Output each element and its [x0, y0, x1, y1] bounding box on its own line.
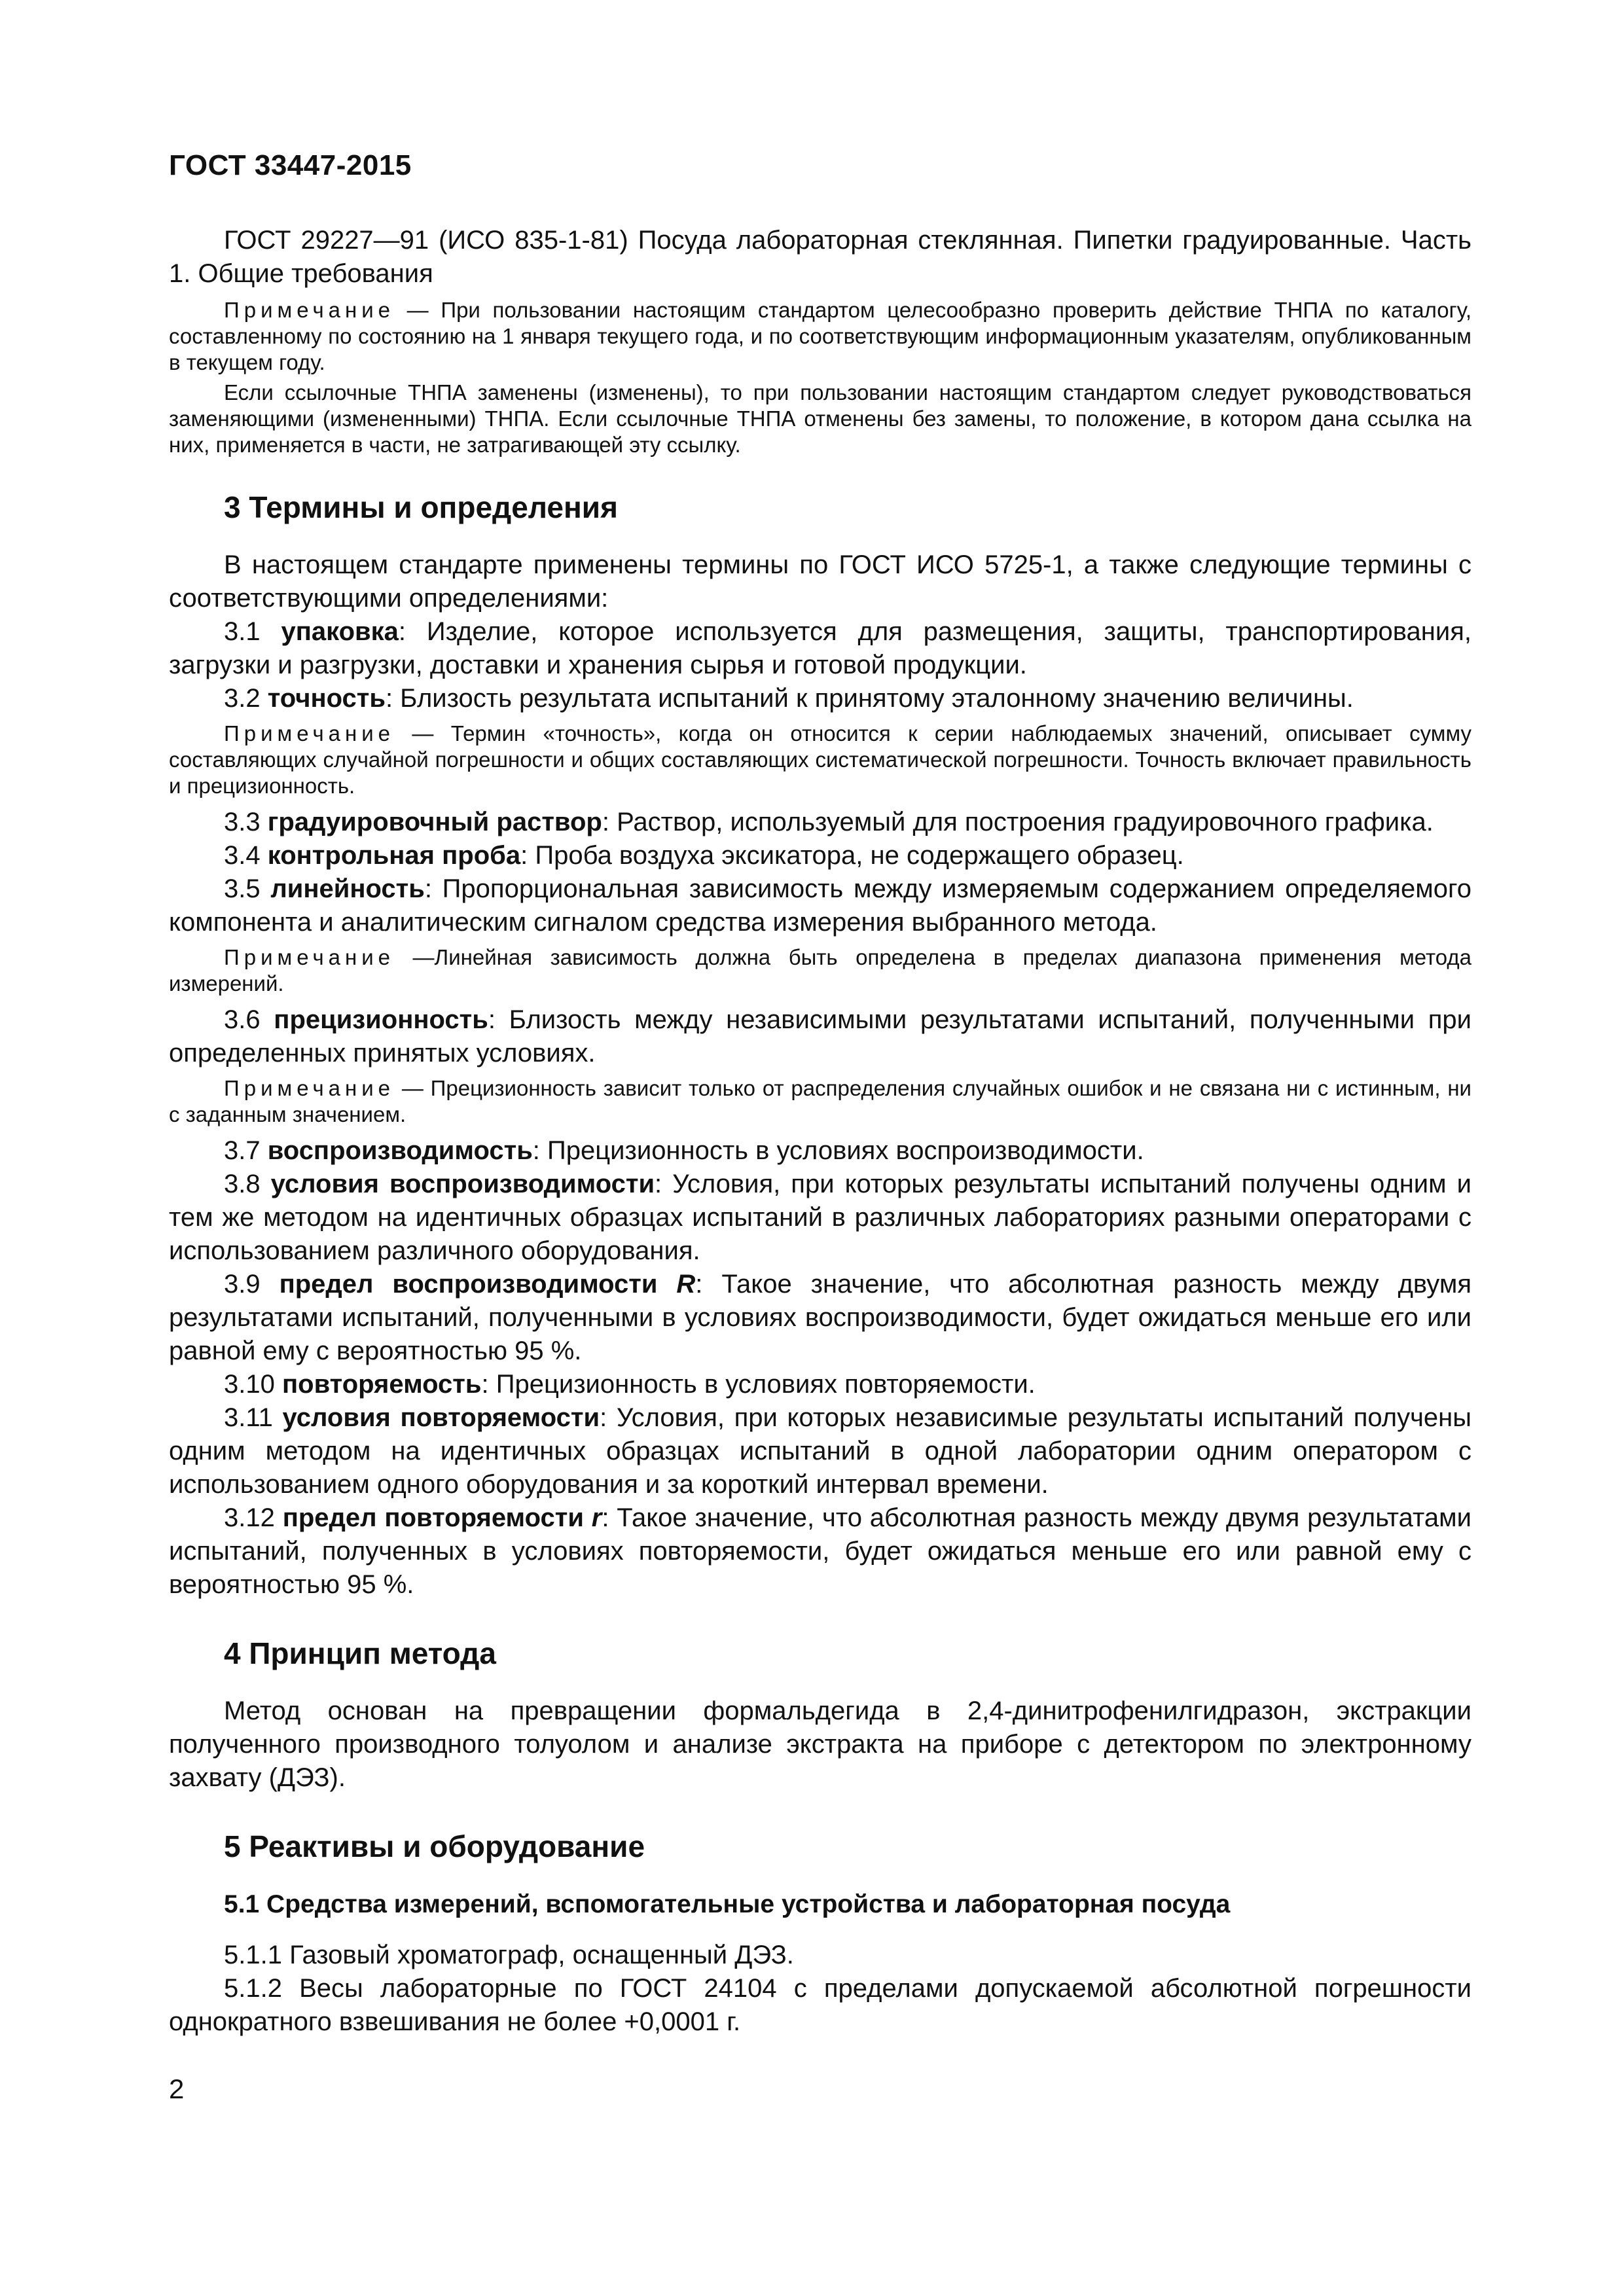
term-definition: : Проба воздуха эксикатора, не содержащего образец. [520, 841, 1184, 870]
term-3-6 [169, 1003, 1471, 1070]
note-3-6 [169, 1075, 1471, 1128]
term-definition: : Прецизионность в условиях воспроизводимости. [532, 1136, 1144, 1165]
reference-gost-29227: ГОСТ 29227—91 (ИСО 835-1-81) Посуда лабораторная стеклянная. Пипетки градуированные. Часть 1. Общие требования [169, 226, 1471, 288]
term-number: 3.11 [224, 1403, 283, 1432]
note-text: — Прецизионность зависит только от распределения случайных ошибок и не связана ни с истинным, ни с заданным значением. [169, 1076, 1471, 1126]
note-3-2 [169, 721, 1471, 799]
section-5-title: 5 Реактивы и оборудование [224, 1829, 645, 1863]
term-number: 3.1 [224, 617, 281, 646]
term-number: 3.12 [224, 1503, 283, 1532]
section-3-title: 3 Термины и определения [224, 490, 618, 524]
term-3-9 [169, 1268, 1471, 1368]
section-4-title: 4 Принцип метода [224, 1636, 496, 1670]
document-header: ГОСТ 33447-2015 [169, 149, 412, 181]
term-name: точность [267, 684, 386, 713]
page-number: 2 [169, 2073, 185, 2104]
document-body [169, 224, 1471, 2039]
note-label: Примечание [224, 721, 395, 745]
term-definition: : Прецизионность в условиях повторяемости. [481, 1370, 1036, 1399]
term-definition: : Изделие, которое используется для размещения, защиты, транспортирования, загрузки и разгрузки, доставки и хранения сырья и готовой продукции. [169, 617, 1471, 679]
term-name: градуировочный раствор [267, 808, 602, 836]
term-number: 3.8 [224, 1170, 271, 1198]
term-definition: : Близость результата испытаний к принятому эталонному значению величины. [385, 684, 1354, 713]
term-3-5 [169, 872, 1471, 939]
term-name: упаковка [281, 617, 399, 646]
term-name: воспроизводимость [267, 1136, 533, 1165]
term-name: условия повторяемости [282, 1403, 600, 1432]
term-3-8 [169, 1168, 1471, 1268]
term-3-2 [169, 682, 1471, 715]
term-name: предел повторяемости [282, 1503, 592, 1532]
term-name: контрольная проба [267, 841, 521, 870]
section-3-intro: В настоящем стандарте применены термины по ГОСТ ИСО 5725-1, а также следующие термины с соответствующими определениями: [169, 550, 1471, 613]
term-3-4 [169, 839, 1471, 872]
term-name: условия воспроизводимости [270, 1170, 655, 1198]
paragraph-5-1-1: 5.1.1 Газовый хроматограф, оснащенный ДЭЗ. [224, 1941, 794, 1969]
term-number: 3.5 [224, 874, 271, 903]
term-3-1 [169, 615, 1471, 682]
paragraph-5-1-2: 5.1.2 Весы лабораторные по ГОСТ 24104 с пределами допускаемой абсолютной погрешности однократного взвешивания не более +0,0001 г. [169, 1974, 1471, 2036]
term-definition: : Условия, при которых результаты испытаний получены одним и тем же методом на идентичных образцах испытаний в различных лабораториях разными операторами с использованием различного оборудования. [169, 1170, 1471, 1265]
term-definition: : Близость между независимыми результатами испытаний, полученными при определенных принятых условиях. [169, 1005, 1472, 1067]
note-text: — При пользовании настоящим стандартом целесообразно проверить действие ТНПА по каталогу, составленному по состоянию на 1 января текущего года, и по соответствующим информационным указателям, опубликованным в текущем году. [169, 298, 1471, 374]
term-3-10 [169, 1368, 1471, 1401]
term-3-3 [169, 806, 1471, 839]
term-number: 3.9 [224, 1270, 280, 1299]
note-text: —Линейная зависимость должна быть определена в пределах диапазона применения метода измерений. [169, 945, 1471, 996]
term-definition: : Условия, при которых независимые результаты испытаний получены одним методом на идентичных образцах испытаний в одной лаборатории одним оператором с использованием одного оборудования и за короткий интервал времени. [169, 1403, 1471, 1499]
term-3-12 [169, 1501, 1471, 1602]
term-number: 3.7 [224, 1136, 268, 1165]
term-name: предел воспроизводимости [279, 1270, 677, 1299]
section-4-text: Метод основан на превращении формальдегида в 2,4-динитрофенилгидразон, экстракции полученного производного толуолом и анализе экстракта на приборе с детектором по электронному захвату (ДЭЗ). [169, 1696, 1471, 1792]
subsection-5-1-title: 5.1 Средства измерений, вспомогательные устройства и лабораторная посуда [224, 1890, 1231, 1918]
note-tnpa [169, 297, 1471, 376]
term-definition: : Такое значение, что абсолютная разность между двумя результатами испытаний, полученными в условиях воспроизводимости, будет ожидаться меньше его или равной ему с вероятностью 95 %. [169, 1270, 1472, 1365]
term-number: 3.10 [224, 1370, 282, 1399]
note-text: — Термин «точность», когда он относится к серии наблюдаемых значений, описывает сумму составляющих случайной погрешности и общих составляющих систематической погрешности. Точность включает правильность и прецизионность. [169, 721, 1471, 798]
term-name: линейность [270, 874, 425, 903]
term-symbol: R [676, 1270, 696, 1299]
term-3-7 [169, 1134, 1471, 1168]
term-number: 3.4 [224, 841, 268, 870]
term-definition: : Такое значение, что абсолютная разность между двумя результатами испытаний, полученных в условиях повторяемости, будет ожидаться меньше его или равной ему с вероятностью 95 %. [169, 1503, 1472, 1599]
term-name: прецизионность [274, 1005, 488, 1034]
term-number: 3.3 [224, 808, 268, 836]
term-symbol: r [591, 1503, 602, 1532]
note-3-5 [169, 944, 1471, 997]
term-name: повторяемость [281, 1370, 482, 1399]
note-label: Примечание [224, 1076, 395, 1100]
note-tnpa-continued: Если ссылочные ТНПА заменены (изменены), то при пользовании настоящим стандартом следует руководствоваться заменяющими (измененными) ТНПА. Если ссылочные ТНПА отменены без замены, то положение, в котором дана ссылка на них, применяется в части, не затрагивающей эту ссылку. [169, 380, 1471, 457]
term-number: 3.6 [224, 1005, 274, 1034]
term-definition: : Раствор, используемый для построения градуировочного графика. [602, 808, 1434, 836]
term-3-11 [169, 1401, 1471, 1501]
note-label: Примечание [224, 298, 395, 322]
note-label: Примечание [224, 945, 395, 969]
term-number: 3.2 [224, 684, 268, 713]
term-definition: : Пропорциональная зависимость между измеряемым содержанием определяемого компонента и аналитическим сигналом средства измерения выбранного метода. [169, 874, 1472, 937]
